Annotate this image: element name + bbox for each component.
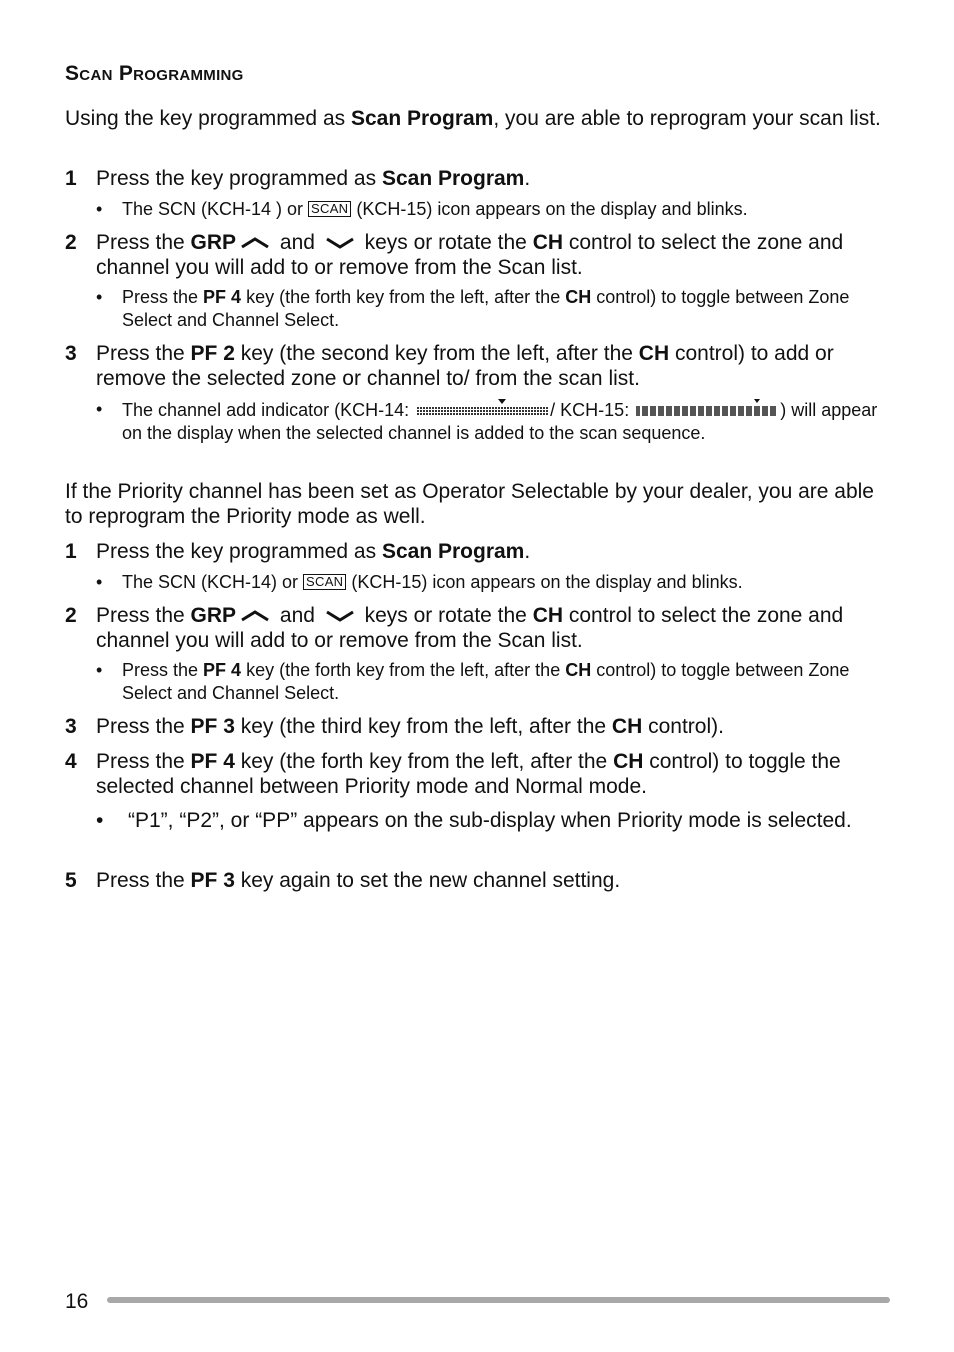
- s1-step-2-bullet: • Press the PF 4 key (the forth key from the left, after the CH control) to toggle between Zone Select and Channel Select.: [96, 287, 850, 330]
- intro-paragraph-2: If the Priority channel has been set as Operator Selectable by your dealer, you are able to reprogram the Priority mode as well.: [65, 480, 874, 528]
- chevron-up-icon: [240, 609, 270, 623]
- chevron-down-icon: [325, 609, 355, 623]
- step-number: 1: [65, 167, 77, 190]
- s2-step-2-bullet: • Press the PF 4 key (the forth key from the left, after the CH control) to toggle between Zone Select and Channel Select.: [96, 660, 850, 703]
- s1-step-1-bullet: • The SCN (KCH-14 ) or SCAN (KCH-15) icon appears on the display and blinks.: [96, 199, 748, 219]
- s2-step-2: 2 Press the GRP and keys or rotate the CH control to select the zone and channel you will add to or remove from the Scan list.: [65, 604, 844, 652]
- s2-step-3: 3 Press the PF 3 key (the third key from the left, after the CH control).: [65, 715, 724, 738]
- lcd-indicator-kch15-icon: [634, 398, 780, 418]
- s2-step-1-bullet: • The SCN (KCH-14) or SCAN (KCH-15) icon appears on the display and blinks.: [96, 572, 743, 592]
- s1-step-3: 3 Press the PF 2 key (the second key from the left, after the CH control) to add or remove the selected zone or channel to/ from the scan list.: [65, 342, 834, 390]
- chevron-down-icon: [325, 236, 355, 250]
- section-heading: Scan Programming: [65, 62, 244, 85]
- s1-step-2: 2 Press the GRP and keys or rotate the CH control to select the zone and channel you will add to or remove from the Scan list.: [65, 231, 844, 279]
- scan-icon: SCAN: [308, 201, 351, 217]
- footer-rule: [107, 1297, 890, 1303]
- page-number: 16: [65, 1290, 89, 1313]
- intro-paragraph-1: Using the key programmed as Scan Program, you are able to reprogram your scan list.: [65, 107, 881, 130]
- s1-step-3-bullet: • The channel add indicator (KCH-14: / KCH-15: ) will appear on the display when the selected channel is added to the scan sequence.: [96, 399, 878, 443]
- s2-step-4: 4 Press the PF 4 key (the forth key from the left, after the CH control) to toggle the selected channel between Priority mode and Normal mode.: [65, 750, 841, 798]
- s1-step-1: 1 Press the key programmed as Scan Program.: [65, 167, 531, 190]
- s2-step-4-bullet: • “P1”, “P2”, or “PP” appears on the sub-display when Priority mode is selected.: [96, 809, 852, 832]
- scan-icon: SCAN: [303, 574, 346, 590]
- s2-step-5: 5 Press the PF 3 key again to set the new channel setting.: [65, 869, 621, 892]
- s2-step-1: 1 Press the key programmed as Scan Program.: [65, 540, 531, 563]
- lcd-indicator-kch14-icon: [414, 398, 550, 418]
- chevron-up-icon: [240, 236, 270, 250]
